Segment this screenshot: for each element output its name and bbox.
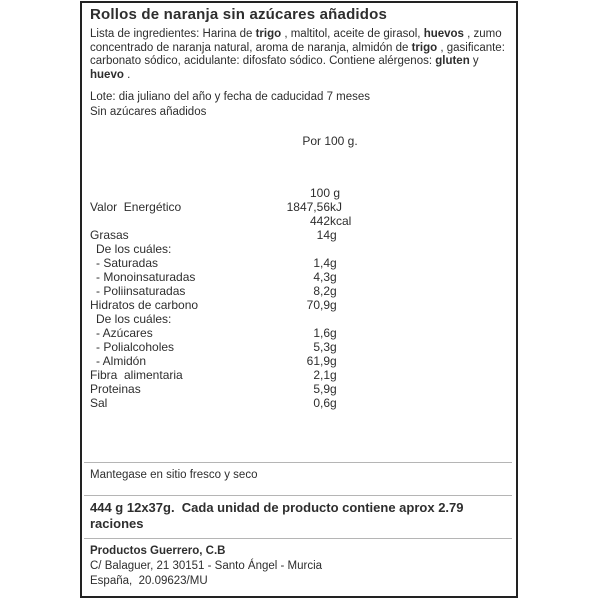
ingredient-bold-text: huevo bbox=[90, 68, 124, 81]
ingredient-text: , gasificante: carbonato sódico, acidulante: difosfato sódico. Contiene alérgenos: bbox=[90, 41, 505, 67]
nutrient-label: Grasas bbox=[90, 228, 129, 242]
nutrient-label: Valor Energético bbox=[90, 200, 182, 214]
ingredient-bold-text: gluten bbox=[435, 55, 470, 67]
nutrient-label: Sal bbox=[90, 396, 108, 410]
nutrition-row bbox=[82, 284, 516, 298]
lot-info: Lote: dia juliano del año y fecha de caducidad 7 meses bbox=[90, 91, 371, 103]
nutrient-label: - Almidón bbox=[96, 354, 147, 368]
product-title: Rollos de naranja sin azúcares añadidos bbox=[90, 6, 388, 23]
nutrient-unit: g bbox=[330, 256, 337, 270]
nutrient-value: 8,2 bbox=[313, 284, 330, 298]
nutrient-value: 14 bbox=[316, 228, 330, 242]
nutrient-label: Hidratos de carbono bbox=[90, 298, 199, 312]
nutrition-row bbox=[82, 326, 516, 340]
nutrient-value: 1,6 bbox=[313, 326, 330, 340]
nutrient-value: 2,1 bbox=[313, 368, 330, 382]
ingredient-text: y bbox=[469, 55, 479, 67]
nutrient-unit: g bbox=[330, 228, 337, 242]
ingredient-text: Lista de ingredientes: Harina de bbox=[90, 28, 256, 40]
nutrient-label: Fibra alimentaria bbox=[90, 368, 183, 382]
producer-name: Productos Guerrero, C.B bbox=[90, 545, 226, 557]
nutrition-row bbox=[82, 298, 516, 312]
nutrient-unit: g bbox=[330, 284, 337, 298]
nutrient-label: - Saturadas bbox=[96, 256, 159, 270]
ingredient-bold-text: trigo bbox=[255, 28, 282, 40]
ingredient-text: , maltitol, aceite de girasol, bbox=[281, 28, 424, 40]
nutrient-label: De los cuáles: bbox=[96, 312, 172, 326]
section-divider-storage bbox=[84, 462, 512, 463]
nutrient-unit: g bbox=[330, 326, 337, 340]
nutrient-value: 1847,56 bbox=[286, 200, 330, 214]
nutrition-row bbox=[82, 354, 516, 368]
nutrition-row bbox=[82, 200, 516, 214]
nutrient-label: Proteinas bbox=[90, 382, 141, 396]
nutrition-row bbox=[82, 382, 516, 396]
nutrient-label: - Azúcares bbox=[96, 326, 153, 340]
nutrient-value: 5,3 bbox=[313, 340, 330, 354]
nutrition-row bbox=[82, 396, 516, 410]
producer-address: C/ Balaguer, 21 30151 - Santo Ángel - Murcia bbox=[90, 560, 323, 572]
nutrient-unit: g bbox=[330, 298, 337, 312]
ingredients-paragraph bbox=[90, 28, 514, 82]
ingredient-text: . bbox=[123, 68, 131, 81]
nutrient-unit: kcal bbox=[330, 214, 352, 228]
column-header-unit: g bbox=[330, 186, 341, 200]
nutrient-unit: kJ bbox=[330, 200, 342, 214]
nutrient-unit: g bbox=[330, 340, 337, 354]
nutrient-unit: g bbox=[330, 368, 337, 382]
pack-size-info: 444 g 12x37g. Cada unidad de producto contiene aprox 2.79 raciones bbox=[90, 500, 468, 531]
nutrient-label: - Poliinsaturadas bbox=[96, 284, 186, 298]
nutrient-unit: g bbox=[330, 270, 337, 284]
section-divider-pack bbox=[84, 495, 512, 496]
nutrition-row bbox=[82, 312, 516, 326]
nutrition-column-header bbox=[82, 186, 516, 200]
producer-country-registration: España, 20.09623/MU bbox=[90, 575, 208, 587]
nutrient-label: - Polialcoholes bbox=[96, 340, 175, 354]
nutrition-row bbox=[82, 270, 516, 284]
nutrient-label: - Monoinsaturadas bbox=[96, 270, 196, 284]
nutrient-value: 0,6 bbox=[313, 396, 330, 410]
no-added-sugar-claim: Sin azúcares añadidos bbox=[90, 106, 207, 118]
nutrition-table bbox=[82, 186, 516, 410]
nutrient-value: 442 bbox=[309, 214, 330, 228]
section-divider-producer bbox=[84, 538, 512, 539]
ingredient-bold-text: huevos bbox=[423, 28, 464, 40]
nutrient-unit: g bbox=[330, 396, 337, 410]
nutrient-label: De los cuáles: bbox=[96, 242, 172, 256]
nutrient-value: 4,3 bbox=[313, 270, 330, 284]
nutrition-row bbox=[82, 242, 516, 256]
per-100g-header: Por 100 g. bbox=[302, 134, 358, 148]
nutrition-row bbox=[82, 340, 516, 354]
nutrient-value: 61,9 bbox=[306, 354, 330, 368]
ingredient-bold-text: trigo bbox=[411, 41, 438, 54]
nutrition-row bbox=[82, 256, 516, 270]
nutrient-value: 70,9 bbox=[306, 298, 330, 312]
column-header-value: 100 bbox=[309, 186, 330, 200]
label-box bbox=[80, 1, 518, 598]
nutrition-row bbox=[82, 214, 516, 228]
nutrient-unit: g bbox=[330, 382, 337, 396]
nutrient-value: 1,4 bbox=[313, 256, 330, 270]
ingredient-text: , zumo concentrado de naranja natural, aroma de naranja, almidón de bbox=[90, 28, 502, 54]
nutrition-row bbox=[82, 228, 516, 242]
nutrition-row bbox=[82, 368, 516, 382]
storage-instructions: Mantegase en sitio fresco y seco bbox=[90, 469, 258, 481]
nutrient-value: 5,9 bbox=[313, 382, 330, 396]
nutrient-unit: g bbox=[330, 354, 337, 368]
